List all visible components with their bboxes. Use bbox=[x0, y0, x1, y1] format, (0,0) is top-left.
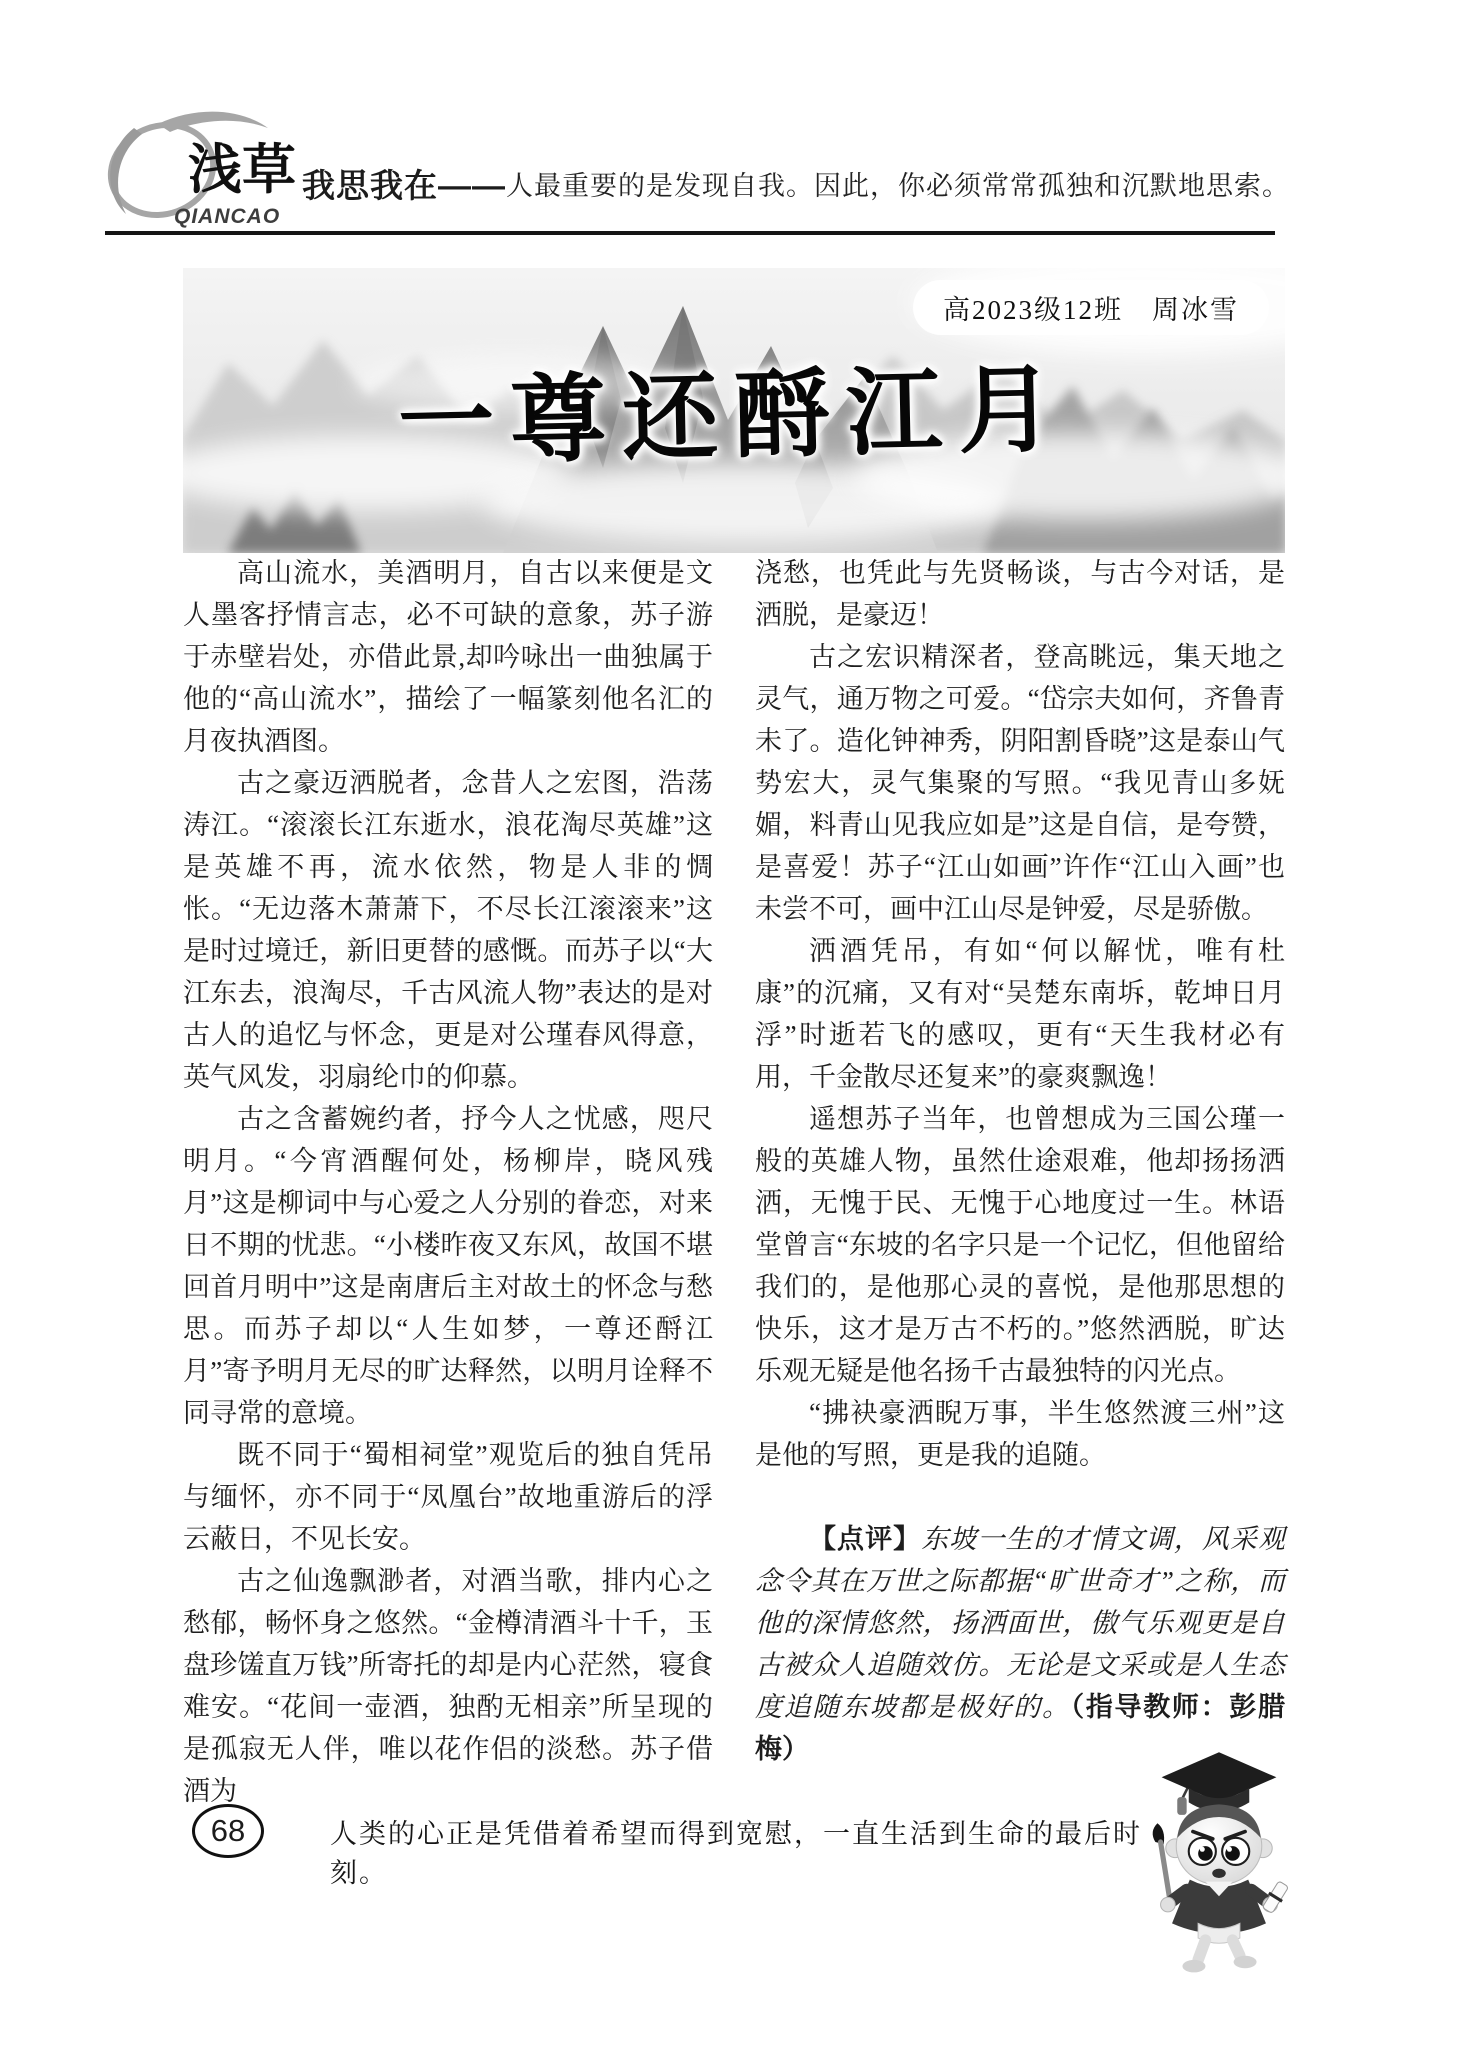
author-byline: 高2023级12班 周冰雪 bbox=[913, 280, 1269, 335]
right-column bbox=[755, 552, 1285, 1812]
comment-text: 东坡一生的才情文调，风采观念令其在万世之际都据“旷世奇才”之称，而他的深情悠然，扬洒面世，傲气乐观更是自古被众人追随效仿。无论是文采或是人生态度追随东坡都是极好的。 bbox=[755, 1524, 1285, 1722]
graduate-mascot-illustration bbox=[1138, 1746, 1300, 1986]
qiancao-logo bbox=[100, 96, 320, 236]
comment-label: 【点评】 bbox=[809, 1524, 922, 1554]
slogan-text: 人最重要的是发现自我。因此，你必须常常孤独和沉默地思索。 bbox=[506, 171, 1290, 201]
paragraph: 高山流水，美酒明月，自古以来便是文人墨客抒情言志，必不可缺的意象，苏子游于赤壁岩处，亦借此景,却吟咏出一曲独属于他的“高山流水”，描绘了一幅篆刻他名汇的月夜执酒图。 bbox=[183, 558, 713, 756]
header-divider bbox=[105, 231, 1275, 235]
footer-quote: 人类的心正是凭借着希望而得到宽慰，一直生活到生命的最后时刻。 bbox=[330, 1819, 1142, 1888]
comment-teacher: （指导教师：彭腊梅） bbox=[755, 1692, 1286, 1764]
paragraph: 既不同于“蜀相祠堂”观览后的独自凭吊与缅怀，亦不同于“凤凰台”故地重游后的浮云蔽日，不见长安。 bbox=[183, 1440, 713, 1554]
paragraph: 浇愁，也凭此与先贤畅谈，与古今对话，是洒脱，是豪迈！ bbox=[755, 558, 1285, 630]
page-number-badge: 68 bbox=[192, 1804, 264, 1858]
logo-subtitle: QIANCAO bbox=[174, 205, 281, 228]
slogan-bold: 我思我在—— bbox=[302, 167, 506, 204]
logo-title: 浅草 bbox=[188, 140, 296, 200]
paragraph: 遥想苏子当年，也曾想成为三国公瑾一般的英雄人物，虽然仕途艰难，他却扬扬洒洒，无愧于民、无愧于心地度过一生。林语堂曾言“东坡的名字只是一个记忆，但他留给我们的，是他那心灵的喜悦，是他那思想的快乐，这才是万古不朽的。”悠然洒脱，旷达乐观无疑是他名扬千古最独特的闪光点。 bbox=[755, 1104, 1285, 1386]
paragraph: 古之仙逸飘渺者，对酒当歌，排内心之愁郁，畅怀身之悠然。“金樽清酒斗十千，玉盘珍馐直万钱”所寄托的却是内心茫然，寝食难安。“花间一壶酒，独酌无相亲”所呈现的是孤寂无人伴，唯以花作侣的淡愁。苏子借酒为 bbox=[183, 1566, 713, 1806]
paragraph: 洒酒凭吊，有如“何以解忧，唯有杜康”的沉痛，又有对“吴楚东南坼，乾坤日月浮”时逝若飞的感叹，更有“天生我材必有用，千金散尽还复来”的豪爽飘逸！ bbox=[755, 936, 1285, 1092]
title-banner bbox=[183, 268, 1285, 553]
article-body bbox=[183, 552, 1285, 1812]
logo-swoosh-icon bbox=[100, 96, 320, 236]
teacher-comment bbox=[755, 1518, 1285, 1770]
paragraph: “拂袂豪洒睨万事，半生悠然渡三州”这是他的写照，更是我的追随。 bbox=[755, 1398, 1285, 1470]
paragraph: 古之豪迈洒脱者，念昔人之宏图，浩荡涛江。“滚滚长江东逝水，浪花淘尽英雄”这是英雄不再，流水依然，物是人非的惆怅。“无边落木萧萧下，不尽长江滚滚来”这是时过境迁，新旧更替的感慨。而苏子以“大江东去，浪淘尽，千古风流人物”表达的是对古人的追忆与怀念，更是对公瑾春风得意，英气风发，羽扇纶巾的仰慕。 bbox=[183, 768, 713, 1092]
header-slogan bbox=[302, 160, 1292, 207]
left-column bbox=[183, 552, 713, 1812]
article-title-calligraphy: 一尊还酹江月 bbox=[397, 355, 1072, 478]
paragraph: 古之含蓄婉约者，抒今人之忧感，咫尺明月。“今宵酒醒何处，杨柳岸，晓风残月”这是柳词中与心爱之人分别的眷恋，对来日不期的忧悲。“小楼昨夜又东风，故国不堪回首月明中”这是南唐后主对故土的怀念与愁思。而苏子却以“人生如梦，一尊还酹江月”寄予明月无尽的旷达释然，以明月诠释不同寻常的意境。 bbox=[183, 1104, 713, 1428]
paragraph: 古之宏识精深者，登高眺远，集天地之灵气，通万物之可爱。“岱宗夫如何，齐鲁青未了。造化钟神秀，阴阳割昏晓”这是泰山气势宏大，灵气集聚的写照。“我见青山多妩媚，料青山见我应如是”这是自信，是夸赞，是喜爱！苏子“江山如画”许作“江山入画”也未尝不可，画中江山尽是钟爱，尽是骄傲。 bbox=[755, 642, 1285, 924]
